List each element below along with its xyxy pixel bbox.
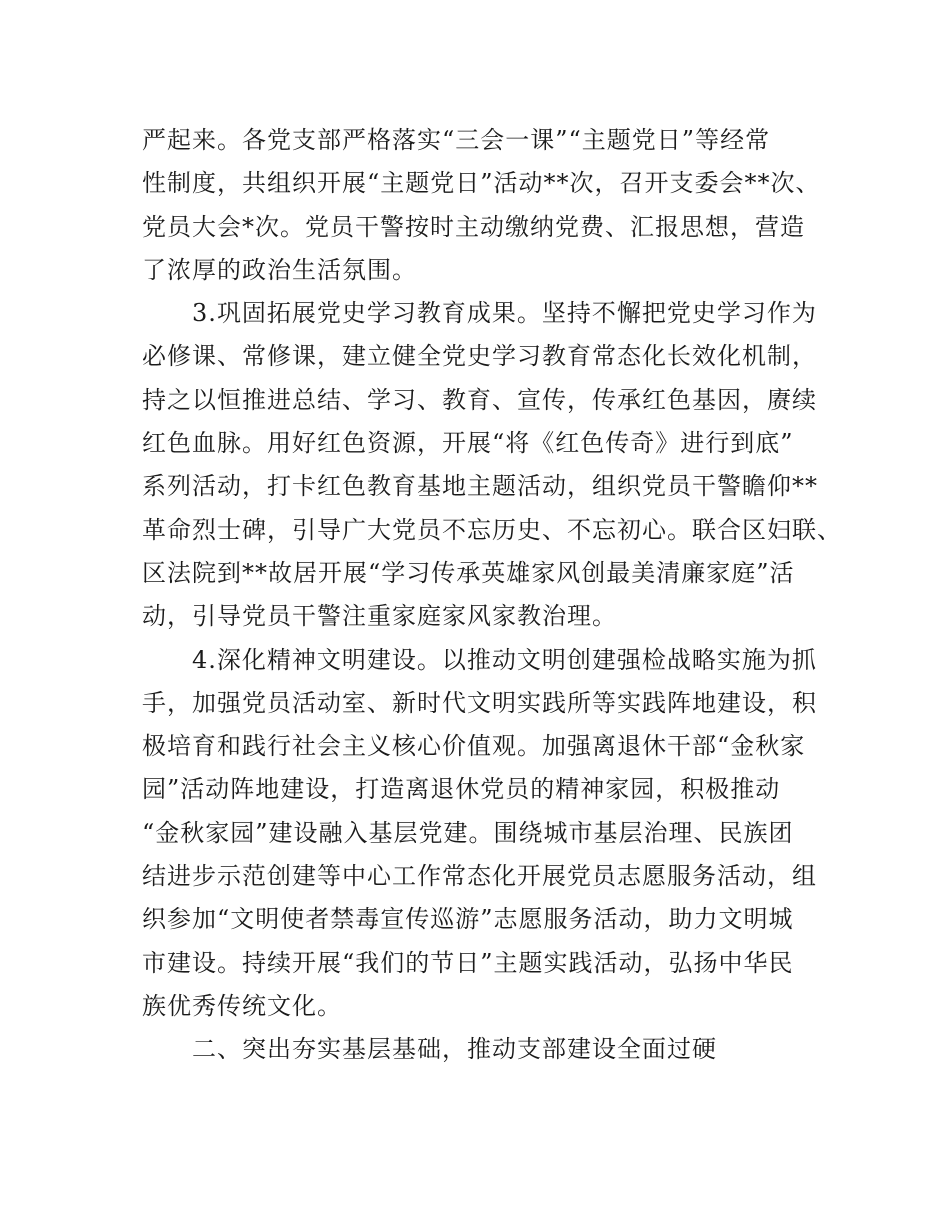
text-line: 织参加“文明使者禁毒宣传巡游”志愿服务活动，助力文明城 xyxy=(142,905,794,934)
text-line: 结进步示范创建等中心工作常态化开展党员志愿服务活动，组 xyxy=(142,862,817,891)
text-line: 红色血脉。用好红色资源，开展“将《红色传奇》进行到底” xyxy=(142,429,794,458)
text-line: 动，引导党员干警注重家庭家风家教治理。 xyxy=(142,602,617,631)
text-line: 极培育和践行社会主义核心价值观。加强离退休干部“金秋家 xyxy=(142,732,806,761)
text-line: “金秋家园”建设融入基层党建。围绕城市基层治理、民族团 xyxy=(142,818,794,847)
text-line: 了浓厚的政治生活氛围。 xyxy=(142,255,417,284)
text-line: 族优秀传统文化。 xyxy=(142,991,342,1020)
text-line: 党员大会*次。党员干警按时主动缴纳党费、汇报思想，营造 xyxy=(142,212,805,241)
text-line: 严起来。各党支部严格落实“三会一课”“主题党日”等经常 xyxy=(142,126,771,154)
text-line: 性制度，共组织开展“主题党日”活动**次，召开支委会**次、 xyxy=(142,169,821,198)
text-line: 市建设。持续开展“我们的节日”主题实践活动，弘扬中华民 xyxy=(142,948,794,977)
text-line: 革命烈士碑，引导广大党员不忘历史、不忘初心。联合区妇联、 xyxy=(142,515,842,544)
text-line: 必修课、常修课，建立健全党史学习教育常态化长效化机制， xyxy=(142,342,817,371)
text-line: 持之以恒推进总结、学习、教育、宣传，传承红色基因，赓续 xyxy=(142,385,817,414)
section-heading-3: 3.巩固拓展党史学习教育成果。坚持不懈把党史学习作为 xyxy=(192,299,817,328)
document-body xyxy=(142,119,842,1072)
section-heading-4: 4.深化精神文明建设。以推动文明创建强检战略实施为抓 xyxy=(192,645,817,674)
text-line: 手，加强党员活动室、新时代文明实践所等实践阵地建设，积 xyxy=(142,688,817,717)
section-heading-2: 二、突出夯实基层基础，推动支部建设全面过硬 xyxy=(192,1035,717,1064)
text-line: 区法院到**故居开展“学习传承英雄家风创最美清廉家庭”活 xyxy=(142,558,795,587)
text-line: 园”活动阵地建设，打造离退休党员的精神家园，积极推动 xyxy=(142,775,781,804)
text-line: 系列活动，打卡红色教育基地主题活动，组织党员干警瞻仰** xyxy=(142,472,818,501)
